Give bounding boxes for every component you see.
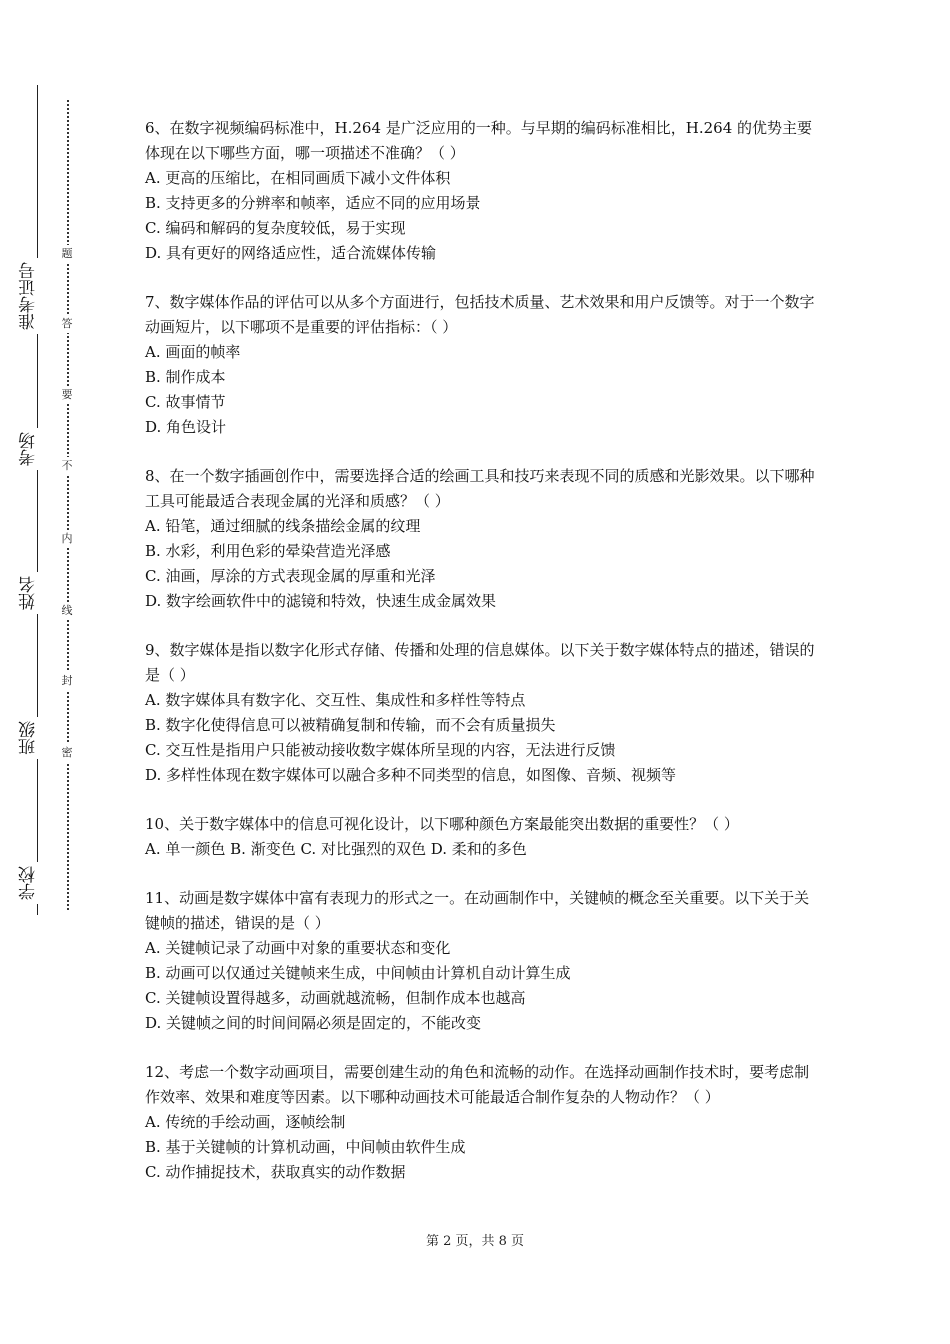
question-6 — [145, 116, 821, 266]
binding-dotted-line — [67, 100, 69, 910]
option-a: A. 画面的帧率 — [145, 343, 241, 361]
question-stem: 6、在数字视频编码标准中，H.264 是广泛应用的一种。与早期的编码标准相比，H.264 的优势主要体现在以下哪些方面，哪一项描述不准确？（ ） — [145, 119, 813, 162]
seal-char-6: 线 — [59, 602, 75, 620]
option-b: B. 基于关键帧的计算机动画，中间帧由软件生成 — [145, 1138, 466, 1156]
seal-char-3: 要 — [59, 386, 75, 404]
page-number: 第 2 页，共 8 页 — [425, 1234, 525, 1249]
option-a: A. 铅笔，通过细腻的线条描绘金属的纹理 — [145, 517, 421, 535]
option-a: A. 传统的手绘动画，逐帧绘制 — [145, 1113, 346, 1131]
question-12 — [145, 1060, 821, 1185]
option-d: D. 关键帧之间的时间间隔必须是固定的，不能改变 — [145, 1014, 482, 1032]
seal-char-4: 不 — [59, 457, 75, 475]
question-stem: 8、在一个数字插画创作中，需要选择合适的绘画工具和技巧来表现不同的质感和光影效果。以下哪种工具可能最适合表现金属的光泽和质感？（ ） — [145, 467, 815, 510]
question-10 — [145, 812, 821, 862]
question-list — [145, 116, 821, 1209]
option-c: C. 编码和解码的复杂度较低，易于实现 — [145, 219, 406, 237]
option-a: A. 关键帧记录了动画中对象的重要状态和变化 — [145, 939, 451, 957]
option-c: C. 动作捕捉技术，获取真实的动作数据 — [145, 1163, 406, 1181]
question-stem: 11、动画是数字媒体中富有表现力的形式之一。在动画制作中，关键帧的概念至关重要。以下关于关键帧的描述，错误的是（ ） — [145, 889, 810, 932]
option-d: D. 多样性体现在数字媒体可以融合多种不同类型的信息，如图像、音频、视频等 — [145, 766, 677, 784]
seal-char-1: 题 — [59, 245, 75, 263]
option-b: B. 支持更多的分辨率和帧率，适应不同的应用场景 — [145, 194, 481, 212]
question-11 — [145, 886, 821, 1036]
seal-char-2: 答 — [59, 315, 75, 333]
seal-char-7: 封 — [59, 672, 75, 690]
binding-strip — [0, 0, 110, 1344]
question-8 — [145, 464, 821, 614]
question-9 — [145, 638, 821, 788]
option-d: D. 角色设计 — [145, 418, 227, 436]
label-exam-id: 准考证号 — [21, 258, 53, 334]
option-c: C. 油画，厚涂的方式表现金属的厚重和光泽 — [145, 567, 436, 585]
option-a: A. 数字媒体具有数字化、交互性、集成性和多样性等特点 — [145, 691, 526, 709]
label-class: 班级 — [21, 717, 53, 759]
option-b: B. 数字化使得信息可以被精确复制和传输，而不会有质量损失 — [145, 716, 556, 734]
question-stem: 7、数字媒体作品的评估可以从多个方面进行，包括技术质量、艺术效果和用户反馈等。对于一个数字动画短片，以下哪项不是重要的评估指标：（ ） — [145, 293, 815, 336]
option-b: B. 水彩，利用色彩的晕染营造光泽感 — [145, 542, 391, 560]
question-stem: 12、考虑一个数字动画项目，需要创建生动的角色和流畅的动作。在选择动画制作技术时，要考虑制作效率、效果和难度等因素。以下哪种动画技术可能最适合制作复杂的人物动作？（ ） — [145, 1063, 810, 1106]
option-a: A. 更高的压缩比，在相同画质下减小文件体积 — [145, 169, 451, 187]
seal-char-5: 内 — [59, 530, 75, 548]
question-stem: 9、数字媒体是指以数字化形式存储、传播和处理的信息媒体。以下关于数字媒体特点的描述，错误的是（ ） — [145, 641, 815, 684]
binding-solid-line — [37, 85, 38, 915]
option-line: A. 单一颜色 B. 渐变色 C. 对比强烈的双色 D. 柔和的多色 — [145, 840, 527, 858]
option-c: C. 交互性是指用户只能被动接收数字媒体所呈现的内容，无法进行反馈 — [145, 741, 616, 759]
option-c: C. 故事情节 — [145, 393, 226, 411]
option-d: D. 具有更好的网络适应性，适合流媒体传输 — [145, 244, 437, 262]
option-c: C. 关键帧设置得越多，动画就越流畅，但制作成本也越高 — [145, 989, 526, 1007]
label-name: 姓名 — [21, 572, 53, 614]
seal-char-8: 密 — [59, 744, 75, 762]
option-b: B. 制作成本 — [145, 368, 226, 386]
label-exam-room: 考场 — [21, 428, 53, 470]
option-b: B. 动画可以仅通过关键帧来生成，中间帧由计算机自动计算生成 — [145, 964, 571, 982]
option-d: D. 数字绘画软件中的滤镜和特效，快速生成金属效果 — [145, 592, 497, 610]
question-stem: 10、关于数字媒体中的信息可视化设计，以下哪种颜色方案最能突出数据的重要性？（ ） — [145, 815, 739, 833]
label-school: 学校 — [21, 862, 53, 904]
question-7 — [145, 290, 821, 440]
